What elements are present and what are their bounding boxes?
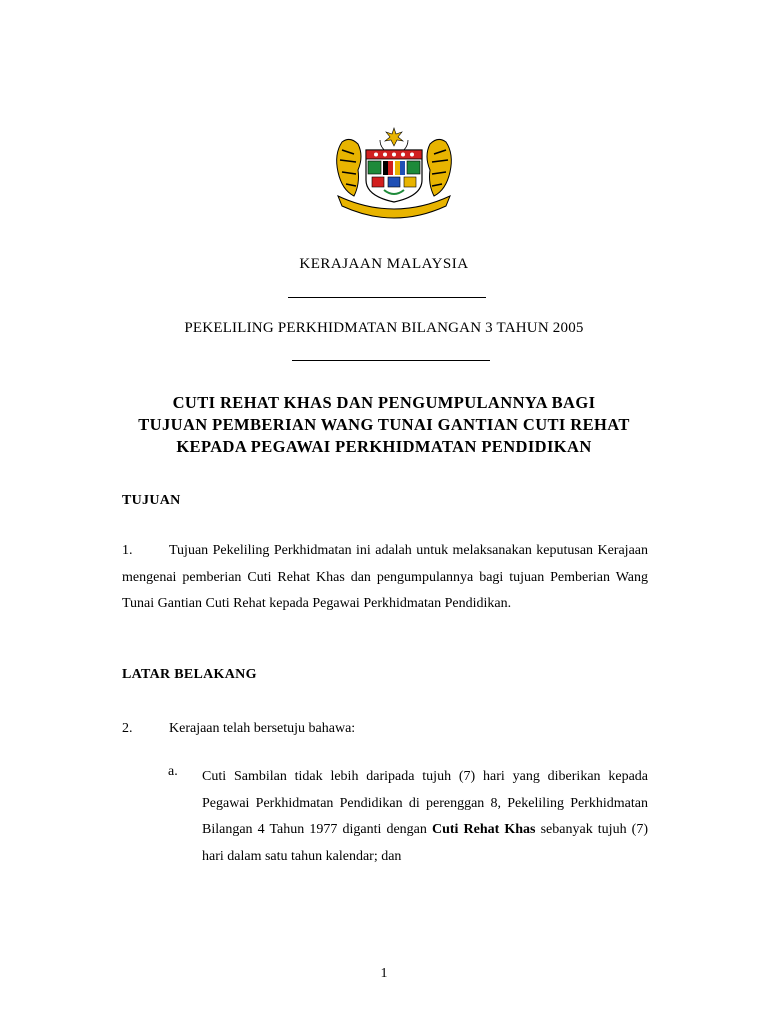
paragraph-1 [122, 538, 648, 618]
document-title [0, 392, 768, 458]
list-item-text-part: sebanyak tujuh (7) hari dalam satu tahun kalendar; dan [202, 822, 648, 864]
list-item-text-part: Cuti Sambilan tidak lebih daripada tujuh (7) hari yang diberikan kepada Pegawai Perkhidmatan Pendidikan di perenggan 8, Pekeliling Perkhidmatan Bilangan 4 Tahun 1977 diganti dengan [202, 769, 648, 837]
section-heading-latar-belakang: LATAR BELAKANG [122, 667, 257, 682]
malaysia-coat-of-arms-icon [328, 126, 460, 220]
list-item-label: a. [168, 764, 178, 779]
paragraph-text: Tujuan Pekeliling Perkhidmatan ini adalah untuk melaksanakan keputusan Kerajaan mengenai pemberian Cuti Rehat Khas dan pengumpulannya bagi tujuan Pemberian Wang Tunai Gantian Cuti Rehat kepada Pegawai Perkhidmatan Pendidikan. [122, 543, 648, 611]
section-heading-tujuan: TUJUAN [122, 493, 181, 508]
circular-reference: PEKELILING PERKHIDMATAN BILANGAN 3 TAHUN 2005 [184, 320, 584, 336]
divider-line [288, 297, 486, 298]
paragraph-number: 1. [122, 543, 133, 558]
paragraph-text: Kerajaan telah bersetuju bahawa: [169, 721, 356, 736]
list-item-text [202, 764, 648, 870]
page-number: 1 [380, 966, 388, 981]
title-line: CUTI REHAT KHAS DAN PENGUMPULANNYA BAGI [172, 393, 596, 412]
government-name: KERAJAAN MALAYSIA [299, 256, 469, 272]
divider-line [292, 360, 490, 361]
paragraph-2 [122, 716, 648, 743]
list-item-bold-term: Cuti Rehat Khas [431, 822, 536, 837]
paragraph-number: 2. [122, 721, 133, 736]
title-line: KEPADA PEGAWAI PERKHIDMATAN PENDIDIKAN [176, 437, 592, 456]
title-line: TUJUAN PEMBERIAN WANG TUNAI GANTIAN CUTI REHAT [138, 415, 630, 434]
